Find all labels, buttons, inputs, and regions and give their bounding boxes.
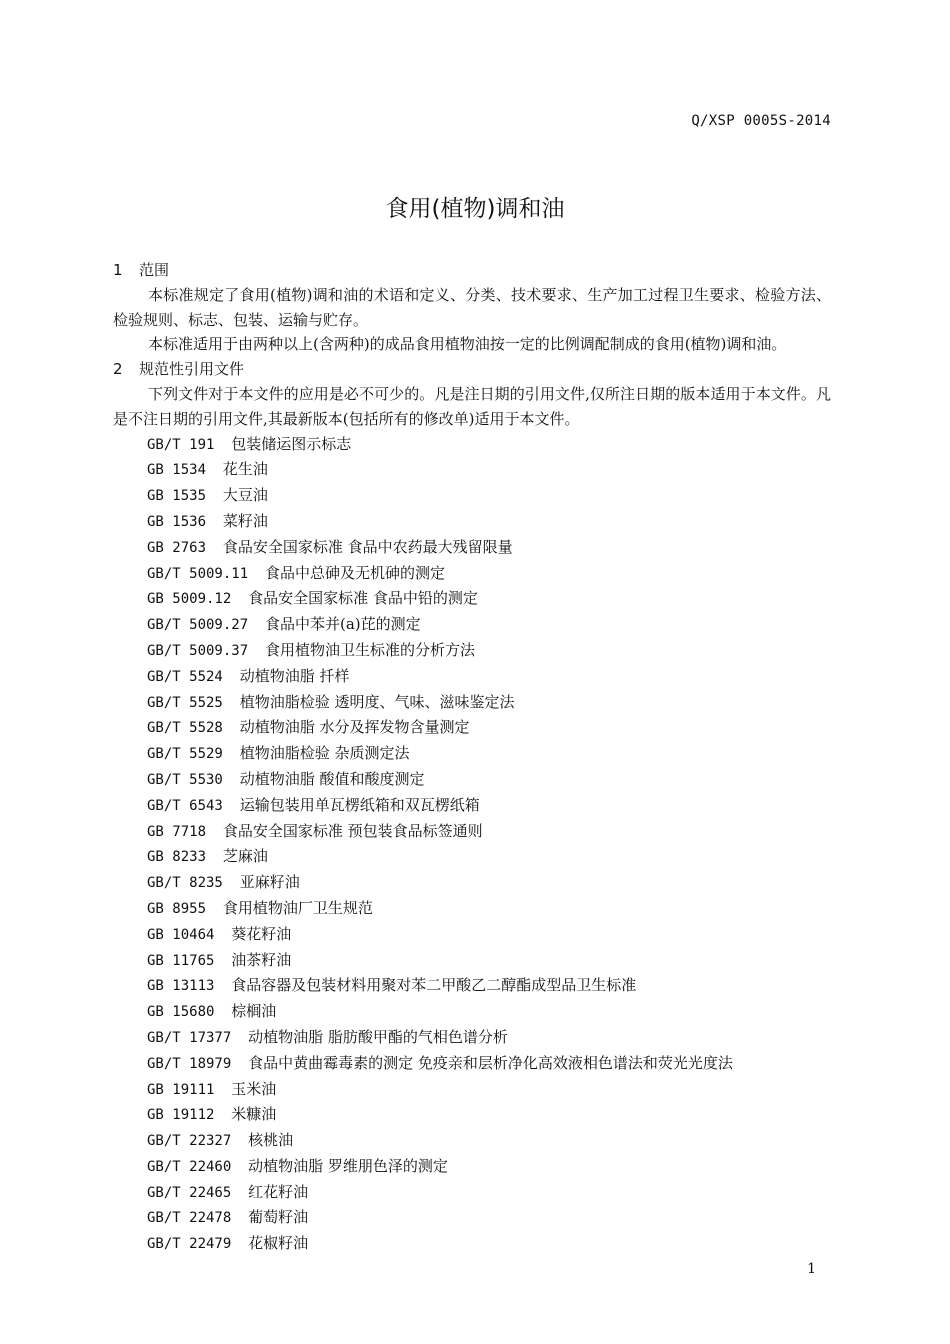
reference-item	[113, 741, 831, 767]
paragraph: 本标准规定了食用(植物)调和油的术语和定义、分类、技术要求、生产加工过程卫生要求、检验方法、检验规则、标志、包装、运输与贮存。	[113, 285, 831, 329]
reference-item	[113, 715, 831, 741]
reference-item	[113, 535, 831, 561]
reference-title: 食品安全国家标准 食品中农药最大残留限量	[222, 537, 513, 556]
section-number: 1	[113, 261, 123, 279]
reference-item	[113, 793, 831, 819]
reference-code: GB/T 5528	[147, 720, 223, 737]
reference-title: 动植物油脂 扦样	[239, 666, 350, 685]
reference-item	[113, 1205, 831, 1231]
reference-code: GB/T 5009.27	[147, 617, 249, 634]
reference-item	[113, 844, 831, 870]
reference-item	[113, 819, 831, 845]
section-heading-normative-references	[113, 357, 831, 382]
reference-title: 食品中总砷及无机砷的测定	[265, 563, 446, 582]
reference-item	[113, 561, 831, 587]
standard-code: Q/XSP 0005S-2014	[691, 113, 831, 129]
reference-item	[113, 1231, 831, 1257]
reference-title: 花椒籽油	[248, 1234, 309, 1253]
reference-title: 大豆油	[222, 486, 268, 505]
reference-code: GB 10464	[147, 926, 215, 943]
reference-item	[113, 870, 831, 896]
reference-item	[113, 1025, 831, 1051]
reference-title: 食品中黄曲霉毒素的测定 免疫亲和层析净化高效液相色谱法和荧光光度法	[248, 1053, 733, 1072]
reference-title: 食品中苯并(a)芘的测定	[265, 615, 421, 634]
reference-code: GB/T 5009.11	[147, 565, 249, 582]
reference-title: 花生油	[222, 460, 268, 479]
reference-code: GB/T 5529	[147, 746, 223, 763]
reference-title: 亚麻籽油	[239, 873, 300, 892]
reference-title: 植物油脂检验 杂质测定法	[239, 744, 410, 763]
reference-item	[113, 1180, 831, 1206]
document-title: 食用(植物)调和油	[385, 196, 565, 222]
reference-title: 动植物油脂 脂肪酸甲酯的气相色谱分析	[248, 1027, 508, 1046]
reference-code: GB 2763	[147, 539, 207, 556]
reference-item	[113, 1128, 831, 1154]
reference-code: GB/T 22479	[147, 1236, 232, 1253]
reference-title: 食品安全国家标准 预包装食品标签通则	[222, 821, 483, 840]
reference-title: 米糠油	[231, 1105, 277, 1124]
reference-title: 动植物油脂 水分及挥发物含量测定	[239, 718, 470, 737]
paragraph: 本标准适用于由两种以上(含两种)的成品食用植物油按一定的比例调配制成的食用(植物)调和油。	[148, 335, 787, 354]
reference-code: GB/T 191	[147, 436, 215, 453]
reference-item	[113, 612, 831, 638]
reference-title: 葵花籽油	[231, 924, 292, 943]
reference-code: GB/T 22327	[147, 1133, 232, 1150]
reference-title: 棕榈油	[231, 1002, 277, 1021]
reference-code: GB 1534	[147, 462, 207, 479]
reference-code: GB 19111	[147, 1081, 215, 1098]
reference-item	[113, 483, 831, 509]
reference-title: 红花籽油	[248, 1182, 309, 1201]
reference-code: GB 15680	[147, 1004, 215, 1021]
reference-item	[113, 1051, 831, 1077]
reference-code: GB 19112	[147, 1107, 215, 1124]
section-heading-scope	[113, 258, 831, 283]
reference-code: GB/T 6543	[147, 797, 223, 814]
reference-code: GB 8233	[147, 849, 207, 866]
reference-item	[113, 1102, 831, 1128]
reference-item	[113, 1154, 831, 1180]
reference-item	[113, 767, 831, 793]
section-number: 2	[113, 360, 123, 379]
reference-title: 食品容器及包装材料用聚对苯二甲酸乙二醇酯成型品卫生标准	[231, 976, 637, 995]
reference-item	[113, 638, 831, 664]
reference-code: GB/T 18979	[147, 1055, 232, 1072]
reference-title: 葡萄籽油	[248, 1208, 309, 1227]
reference-item	[113, 664, 831, 690]
reference-title: 食用植物油卫生标准的分析方法	[265, 640, 476, 659]
reference-title: 动植物油脂 罗维朋色泽的测定	[248, 1156, 448, 1175]
reference-code: GB 13113	[147, 978, 215, 995]
page-number: 1	[807, 1261, 816, 1277]
reference-code: GB/T 17377	[147, 1029, 232, 1046]
reference-item	[113, 690, 831, 716]
reference-code: GB 5009.12	[147, 591, 232, 608]
reference-title: 植物油脂检验 透明度、气味、滋味鉴定法	[239, 692, 515, 711]
reference-item	[113, 922, 831, 948]
document-body	[113, 258, 831, 1257]
reference-title: 核桃油	[248, 1131, 294, 1150]
reference-item	[113, 432, 831, 458]
reference-list	[113, 432, 831, 1258]
reference-item	[113, 999, 831, 1025]
reference-title: 食品安全国家标准 食品中铅的测定	[248, 589, 478, 608]
section-title: 规范性引用文件	[139, 360, 245, 379]
reference-code: GB/T 5524	[147, 668, 223, 685]
reference-title: 油茶籽油	[231, 950, 292, 969]
section-title: 范围	[139, 261, 170, 279]
reference-title: 菜籽油	[222, 511, 268, 530]
reference-code: GB 7718	[147, 823, 207, 840]
reference-code: GB 1536	[147, 513, 207, 530]
reference-code: GB/T 5530	[147, 771, 223, 788]
reference-code: GB/T 22478	[147, 1210, 232, 1227]
reference-item	[113, 973, 831, 999]
reference-item	[113, 586, 831, 612]
paragraph: 下列文件对于本文件的应用是必不可少的。凡是注日期的引用文件,仅所注日期的版本适用于本文件。凡是不注日期的引用文件,其最新版本(包括所有的修改单)适用于本文件。	[113, 384, 831, 428]
reference-code: GB 1535	[147, 488, 207, 505]
reference-title: 玉米油	[231, 1079, 277, 1098]
reference-code: GB/T 22465	[147, 1184, 232, 1201]
reference-item	[113, 1077, 831, 1103]
reference-code: GB/T 5525	[147, 694, 223, 711]
reference-code: GB 8955	[147, 900, 207, 917]
reference-code: GB 11765	[147, 952, 215, 969]
reference-code: GB/T 8235	[147, 875, 223, 892]
reference-title: 包装储运图示标志	[231, 434, 352, 453]
reference-item	[113, 896, 831, 922]
reference-title: 运输包装用单瓦楞纸箱和双瓦楞纸箱	[239, 795, 480, 814]
reference-item	[113, 509, 831, 535]
reference-item	[113, 457, 831, 483]
reference-title: 芝麻油	[222, 847, 268, 866]
reference-item	[113, 948, 831, 974]
reference-code: GB/T 22460	[147, 1158, 232, 1175]
reference-code: GB/T 5009.37	[147, 642, 249, 659]
reference-title: 动植物油脂 酸值和酸度测定	[239, 769, 425, 788]
reference-title: 食用植物油厂卫生规范	[222, 898, 373, 917]
